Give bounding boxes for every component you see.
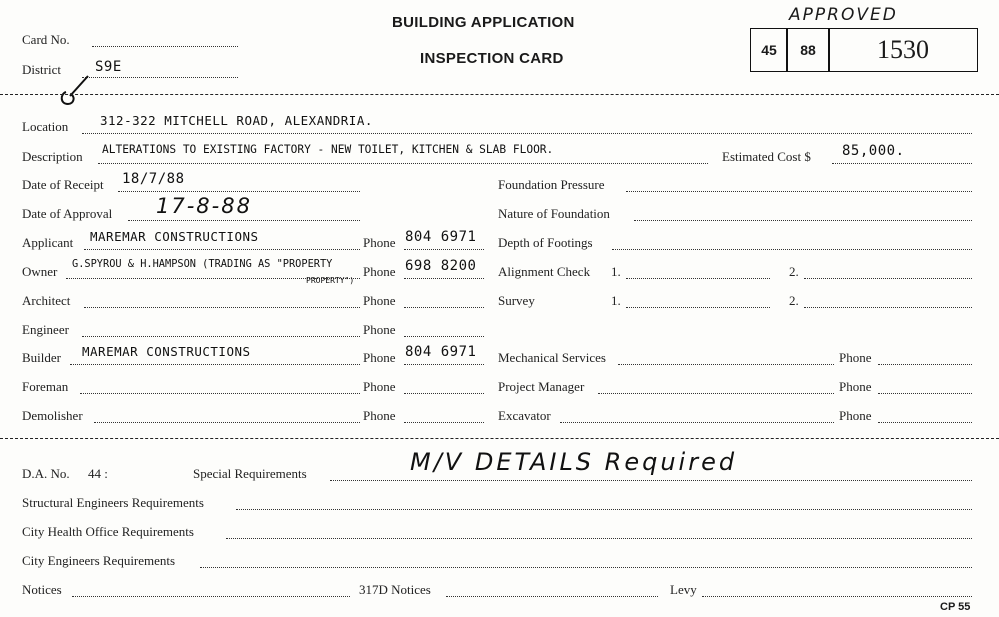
description-label: Description	[22, 149, 83, 164]
location-value: 312-322 MITCHELL ROAD, ALEXANDRIA.	[100, 113, 373, 128]
project-manager-phone-line	[878, 393, 972, 394]
builder-phone-label: Phone	[363, 350, 396, 365]
project-manager-phone-label: Phone	[839, 379, 872, 394]
ref-box-1-value: 45	[761, 42, 777, 58]
district-line	[82, 77, 238, 78]
description-line	[98, 163, 708, 164]
architect-label: Architect	[22, 293, 71, 308]
alignment-check-line-2	[804, 278, 972, 279]
ref-box-3	[828, 28, 978, 72]
description-value: ALTERATIONS TO EXISTING FACTORY - NEW TOILET, KITCHEN & SLAB FLOOR.	[102, 143, 554, 156]
mechanical-services-phone-label: Phone	[839, 350, 872, 365]
da-no-label: D.A. No.	[22, 466, 70, 481]
architect-phone-label: Phone	[363, 293, 396, 308]
engineer-phone-label: Phone	[363, 322, 396, 337]
applicant-line	[84, 249, 360, 250]
ref-box-1	[750, 28, 788, 72]
applicant-value: MAREMAR CONSTRUCTIONS	[90, 229, 259, 244]
owner-phone-line	[404, 278, 484, 279]
applicant-phone-line	[404, 249, 484, 250]
special-requirements-line	[330, 480, 972, 481]
builder-value: MAREMAR CONSTRUCTIONS	[82, 344, 251, 359]
engineer-line	[82, 336, 360, 337]
demolisher-phone-line	[404, 422, 484, 423]
alignment-check-line-1	[626, 278, 770, 279]
owner-phone-label: Phone	[363, 264, 396, 279]
owner-value-continued: PROPERTY")	[306, 276, 355, 285]
survey-num-2: 2.	[789, 293, 799, 308]
architect-phone-line	[404, 307, 484, 308]
date-of-receipt-value: 18/7/88	[122, 171, 185, 187]
excavator-line	[560, 422, 834, 423]
foreman-label: Foreman	[22, 379, 69, 394]
mechanical-services-line	[618, 364, 834, 365]
alignment-check-label: Alignment Check	[498, 264, 591, 279]
health-requirements-line	[226, 538, 972, 539]
levy-label: Levy	[670, 582, 697, 597]
foundation-pressure-label: Foundation Pressure	[498, 177, 605, 192]
applicant-label: Applicant	[22, 235, 74, 250]
mechanical-services-phone-line	[878, 364, 972, 365]
date-of-approval-label: Date of Approval	[22, 206, 113, 221]
date-of-approval-line	[128, 220, 360, 221]
ref-box-2-value: 88	[800, 42, 816, 58]
depth-of-footings-label: Depth of Footings	[498, 235, 593, 250]
health-requirements-label: City Health Office Requirements	[22, 524, 194, 539]
approved-stamp: APPROVED	[789, 5, 898, 25]
card-no-label: Card No.	[22, 32, 70, 47]
date-of-receipt-line	[118, 191, 360, 192]
survey-line-2	[804, 307, 972, 308]
ref-box-3-value: 1530	[877, 35, 929, 64]
estimated-cost-value: 85,000.	[842, 143, 905, 159]
nature-of-foundation-line	[634, 220, 972, 221]
foreman-line	[80, 393, 360, 394]
title-line-1: BUILDING APPLICATION	[392, 14, 575, 31]
location-line	[82, 133, 972, 134]
nature-of-foundation-label: Nature of Foundation	[498, 206, 610, 221]
city-engineers-requirements-label: City Engineers Requirements	[22, 553, 176, 568]
form-code: CP 55	[940, 601, 971, 613]
special-requirements-value: M/V DETAILS Required	[410, 448, 738, 476]
project-manager-label: Project Manager	[498, 379, 585, 394]
divider-top	[0, 94, 999, 95]
builder-phone-value: 804 6971	[405, 344, 477, 360]
district-label: District	[22, 62, 61, 77]
builder-label: Builder	[22, 350, 61, 365]
notices-label: Notices	[22, 582, 62, 597]
excavator-label: Excavator	[498, 408, 551, 423]
city-engineers-requirements-line	[200, 567, 972, 568]
survey-label: Survey	[498, 293, 535, 308]
applicant-phone-value: 804 6971	[405, 229, 477, 245]
special-requirements-label: Special Requirements	[193, 466, 307, 481]
engineer-label: Engineer	[22, 322, 69, 337]
da-no-value: 44 :	[88, 466, 108, 481]
date-of-receipt-label: Date of Receipt	[22, 177, 104, 192]
project-manager-line	[598, 393, 834, 394]
builder-phone-line	[404, 364, 484, 365]
alignment-check-num-2: 2.	[789, 264, 799, 279]
notices-line	[72, 596, 350, 597]
survey-line-1	[626, 307, 770, 308]
notices-317d-line	[446, 596, 658, 597]
mechanical-services-label: Mechanical Services	[498, 350, 606, 365]
demolisher-line	[94, 422, 360, 423]
foundation-pressure-line	[626, 191, 972, 192]
demolisher-label: Demolisher	[22, 408, 83, 423]
applicant-phone-label: Phone	[363, 235, 396, 250]
location-label: Location	[22, 119, 69, 134]
district-value: S9E	[95, 59, 122, 75]
survey-num-1: 1.	[611, 293, 621, 308]
depth-of-footings-line	[612, 249, 972, 250]
key-scribble-icon	[58, 74, 94, 108]
card-no-line	[92, 46, 238, 47]
alignment-check-num-1: 1.	[611, 264, 621, 279]
notices-317d-label: 317D Notices	[359, 582, 431, 597]
structural-requirements-label: Structural Engineers Requirements	[22, 495, 204, 510]
engineer-phone-line	[404, 336, 484, 337]
foreman-phone-label: Phone	[363, 379, 396, 394]
demolisher-phone-label: Phone	[363, 408, 396, 423]
architect-line	[84, 307, 360, 308]
levy-line	[702, 596, 972, 597]
foreman-phone-line	[404, 393, 484, 394]
estimated-cost-line	[832, 163, 972, 164]
title-line-2: INSPECTION CARD	[420, 50, 564, 67]
excavator-phone-line	[878, 422, 972, 423]
estimated-cost-label: Estimated Cost $	[722, 149, 811, 164]
date-of-approval-value: 17-8-88	[156, 194, 252, 218]
excavator-phone-label: Phone	[839, 408, 872, 423]
owner-label: Owner	[22, 264, 58, 279]
ref-box-2	[786, 28, 830, 72]
owner-phone-value: 698 8200	[405, 258, 477, 274]
divider-bottom	[0, 438, 999, 439]
structural-requirements-line	[236, 509, 972, 510]
builder-line	[70, 364, 360, 365]
owner-value: G.SPYROU & H.HAMPSON (TRADING AS "PROPERTY	[72, 258, 333, 270]
